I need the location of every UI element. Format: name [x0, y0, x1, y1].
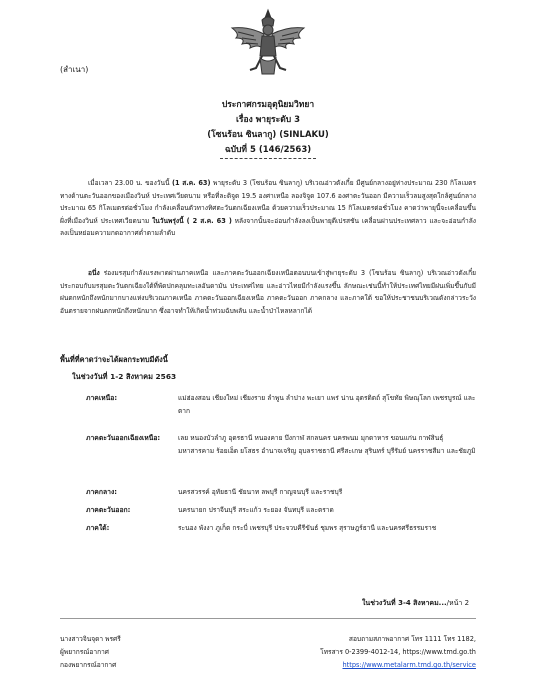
region-label-northeast: ภาคตะวันออกเฉียงเหนือ: [86, 434, 161, 442]
title-separator [220, 158, 316, 159]
p2-lead: อนึ่ง [88, 269, 100, 277]
p1-text-c: พายุระดับ 3 (โซนร้อน ซินลากู) บริเวณอ่าวตังเกี๋ย มีศูนย์กลางอยู่ห่างประมาณ 230 กิโลเมตร ทางด้านตะวันออกของเมืองวินห์ ประเทศเวียดนาม หรือที่ละติจูด 19.5 องศาเหนือ ลองจิจูด 107.6 องศาตะวันออก มีความเร็วลมสูงสุดใกล้ศูนย์กลางประมาณ 65 กิโลเมตรต่อชั่วโมง กำลังเคลื่อนตัวทางทิศตะวันตกเฉียงเหนือ ด้วยความเร็วประมาณ 15 กิโลเมตรต่อชั่วโมง คาดว่าพายุนี้จะเคลื่อนขึ้นฝั่งที่เมืองวินห์ ประเทศเวียดนาม [60, 179, 477, 225]
region-provinces-south: ระนอง พังงา ภูเก็ต กระบี่ เพชรบุรี ประจวบคีรีขันธ์ ชุมพร สุราษฎร์ธานี และนครศรีธรรมราช [178, 524, 437, 532]
copy-tag: (สำเนา) [60, 65, 89, 74]
continuation-note [362, 598, 469, 609]
signatory-department: กองพยากรณ์อากาศ [60, 661, 117, 669]
metalarm-service-link[interactable]: https://www.metalarm.tmd.go.th/service [342, 661, 476, 669]
header-subject: เรื่อง พายุระดับ 3 [236, 115, 300, 125]
period-heading: ในช่วงวันที่ 1-2 สิงหาคม 2563 [72, 372, 177, 381]
header-issue-number: ฉบับที่ 5 (146/2563) [224, 145, 312, 155]
continuation-bold: ในช่วงวันที่ 3-4 สิงหาคม... [362, 599, 447, 607]
garuda-emblem-icon [224, 8, 312, 80]
contact-fax-web: โทรสาร 0-2399-4012-14, https://www.tmd.go.th [320, 648, 476, 656]
signatory-name: นางสาวจินจุดา พรศรี [60, 635, 121, 643]
region-label-south: ภาคใต้: [86, 524, 110, 532]
p1-text-a: เมื่อเวลา 23.00 น. ของวันนี้ [88, 179, 172, 187]
continuation-page: /หน้า 2 [446, 599, 470, 607]
region-label-central: ภาคกลาง: [86, 488, 117, 496]
signatory-position: ผู้พยากรณ์อากาศ [60, 648, 109, 656]
footer-contact [290, 633, 476, 672]
header-storm-name: (โซนร้อน ซินลากู) (SINLAKU) [207, 130, 329, 140]
footer-signatory [60, 633, 121, 672]
paragraph-storm-position [60, 177, 476, 240]
p2-text: ร่องมรสุมกำลังแรงพาดผ่านภาคเหนือ และภาคตะวันออกเฉียงเหนือตอนบนเข้าสู่พายุระดับ 3 (โซนร้อน ซินลากู) บริเวณอ่าวตังเกี๋ย ประกอบกับมรสุมตะวันตกเฉียงใต้ที่พัดปกคลุมทะเลอันดามัน ประเทศไทย และอ่าวไทยมีกำลังแรงขึ้น ลักษณะเช่นนี้ทำให้ประเทศไทยมีฝนเพิ่มขึ้นกับมีฝนตกหนักถึงหนักมากบางแห่งบริเวณภาคเหนือ ภาคตะวันออกเฉียงเหนือ ภาคตะวันออก ภาคกลาง และภาคใต้ ขอให้ประชาชนบริเวณดังกล่าวระวังอันตรายจากฝนตกหนักถึงหนักมาก ซึ่งอาจทำให้เกิดน้ำท่วมฉับพลัน และน้ำป่าไหลหลากได้ [60, 269, 476, 315]
region-label-east: ภาคตะวันออก: [86, 506, 131, 514]
footer-divider [60, 618, 476, 619]
p1-date: (1 ส.ค. 63) [171, 179, 211, 187]
header-title: ประกาศกรมอุตุนิยมวิทยา [221, 100, 315, 110]
p1-landfall: ในวันพรุ่งนี้ ( 2 ส.ค. 63 ) [152, 216, 232, 225]
region-provinces-northeast: เลย หนองบัวลำภู อุดรธานี หนองคาย บึงกาฬ สกลนคร นครพนม มุกดาหาร ขอนแก่น กาฬสินธุ์ มหาสารคาม ร้อยเอ็ด ยโสธร อำนาจเจริญ อุบลราชธานี ศรีสะเกษ สุรินทร์ บุรีรัมย์ นครราชสีมา และชัยภูมิ [178, 434, 476, 455]
contact-phone: สอบถามสภาพอากาศ โทร 1111 โทร 1182, [348, 635, 476, 643]
region-label-north: ภาคเหนือ: [86, 394, 118, 402]
region-provinces-east: นครนายก ปราจีนบุรี สระแก้ว ระยอง จันทบุรี และตราด [178, 506, 334, 514]
region-provinces-north: แม่ฮ่องสอน เชียงใหม่ เชียงราย ลำพูน ลำปาง พะเยา แพร่ น่าน อุตรดิตถ์ สุโขทัย พิษณุโลก เพชรบูรณ์ และตาก [178, 394, 476, 415]
paragraph-monsoon [60, 267, 476, 317]
p1-text-e: หลังจากนั้นจะอ่อนกำลังลงเป็นพายุดีเปรสชัน เคลื่อนผ่านประเทศลาว และจะอ่อนกำลังลงเป็นหย่อมความกดอากาศต่ำตามลำดับ [60, 216, 476, 238]
affected-areas-heading: พื้นที่ที่คาดว่าจะได้ผลกระทบมีดังนี้ [60, 355, 168, 364]
region-provinces-central: นครสวรรค์ อุทัยธานี ชัยนาท ลพบุรี กาญจนบุรี และราชบุรี [178, 488, 343, 496]
